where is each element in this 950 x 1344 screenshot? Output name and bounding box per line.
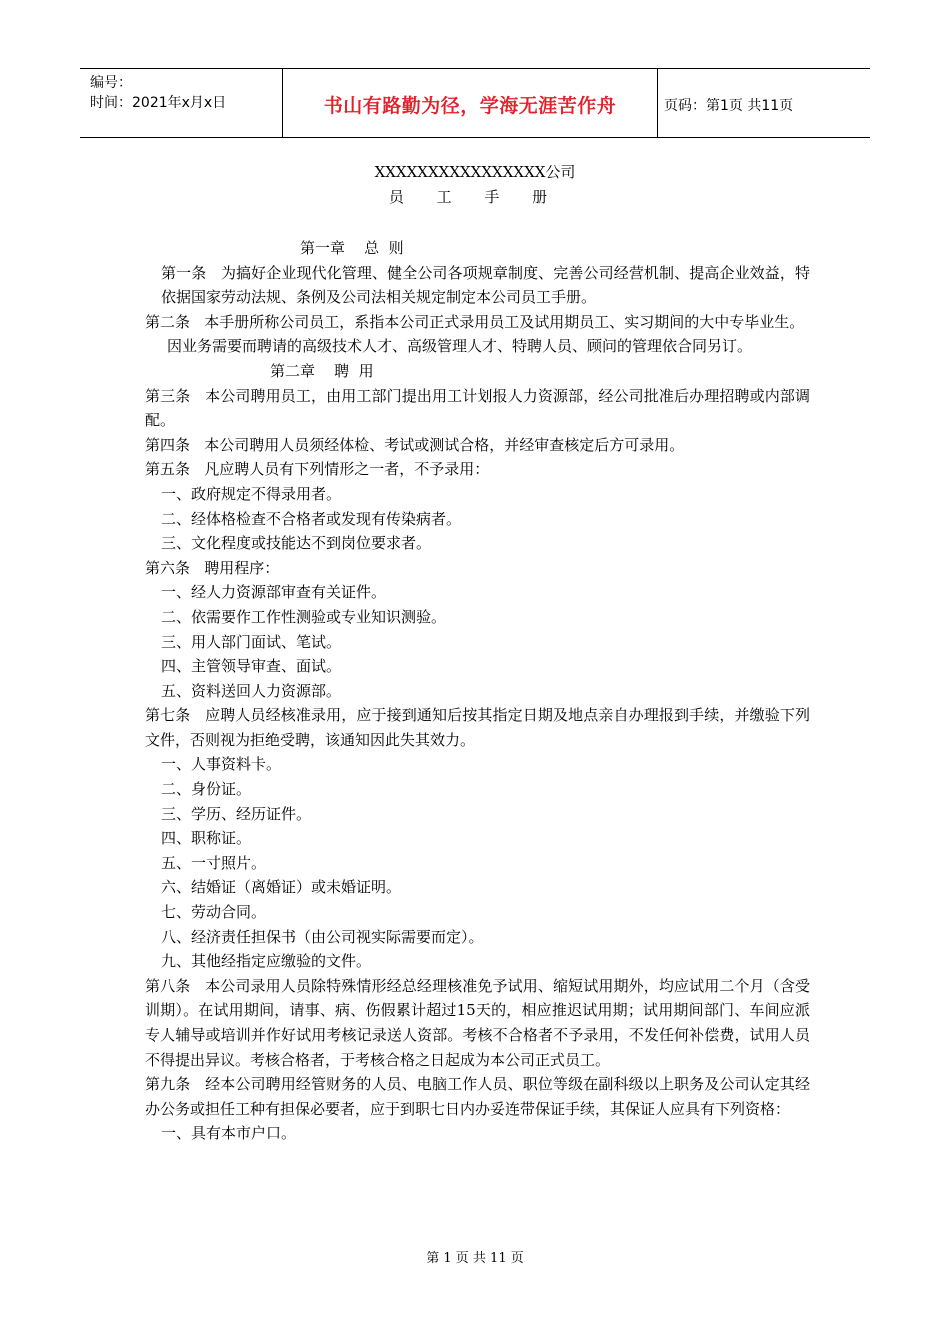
paragraph: 五、一寸照片。 — [161, 853, 267, 872]
number-label: 编号： — [90, 75, 132, 91]
paragraph: 一、人事资料卡。 — [161, 755, 282, 774]
paragraph: 八、经济责任担保书（由公司视实际需要而定）。 — [161, 927, 484, 946]
chapter-heading: 第二章 聘 用 — [270, 361, 374, 380]
paragraph: 第六条 聘用程序： — [145, 558, 280, 577]
company-name: XXXXXXXXXXXXXXXX公司 — [374, 163, 576, 181]
paragraph: 一、政府规定不得录用者。 — [161, 484, 342, 503]
paragraph: 三、学历、经历证件。 — [161, 804, 312, 823]
paragraph: 五、资料送回人力资源部。 — [161, 681, 342, 700]
paragraph: 第一条 为搞好企业现代化管理、健全公司各项规章制度、完善公司经营机制、提高企业效益，特依据国家劳动法规、条例及公司法相关规定制定本公司员工手册。 — [161, 263, 810, 307]
chapter-heading: 第一章 总 则 — [300, 239, 404, 257]
paragraph: 二、经体格检查不合格者或发现有传染病者。 — [161, 509, 462, 528]
paragraph: 三、文化程度或技能达不到岗位要求者。 — [161, 534, 432, 553]
document-body — [145, 236, 810, 1146]
paragraph: 四、主管领导审查、面试。 — [161, 657, 342, 676]
paragraph: 第三条 本公司聘用员工，由用工部门提出用工计划报人力资源部，经公司批准后办理招聘或内部调配。 — [145, 386, 810, 430]
paragraph: 第五条 凡应聘人员有下列情形之一者，不予录用： — [145, 460, 490, 479]
document-title: 员 工 手 册 — [388, 188, 562, 206]
paragraph: 第七条 应聘人员经核准录用，应于接到通知后按其指定日期及地点亲自办理报到手续，并缴验下列文件，否则视为拒绝受聘，该通知因此失其效力。 — [145, 706, 810, 749]
header-page-info: 页码：第1页 共11页 — [664, 98, 794, 114]
paragraph: 一、经人力资源部审查有关证件。 — [161, 583, 387, 602]
paragraph: 六、结婚证（离婚证）或未婚证明。 — [161, 878, 402, 897]
paragraph: 三、用人部门面试、笔试。 — [161, 632, 342, 651]
page-header — [80, 68, 870, 138]
header-meta — [90, 73, 226, 113]
header-divider — [657, 69, 658, 137]
paragraph: 二、依需要作工作性测验或专业知识测验。 — [161, 607, 447, 626]
header-motto: 书山有路勤为径，学海无涯苦作舟 — [323, 95, 617, 117]
paragraph: 第四条 本公司聘用人员须经体检、考试或测试合格，并经审查核定后方可录用。 — [145, 435, 685, 454]
paragraph: 第八条 本公司录用人员除特殊情形经总经理核准免予试用、缩短试用期外，均应试用二个月（含受训期）。在试用期间，请事、病、伤假累计超过15天的，相应推迟试用期；试用期间部门、车间应派专人辅导或培训并作好试用考核记录送人资部。考核不合格者不予录用，不发任何补偿费，试用人员不得提出异议。考核合格者，于考核合格之日起成为本公司正式员工。 — [145, 976, 810, 1069]
paragraph: 因业务需要而聘请的高级技术人才、高级管理人才、特聘人员、顾问的管理依合同另订。 — [167, 337, 753, 356]
paragraph: 一、具有本市户口。 — [161, 1124, 297, 1143]
paragraph: 七、劳动合同。 — [161, 903, 267, 922]
paragraph: 九、其他经指定应缴验的文件。 — [161, 952, 372, 971]
paragraph: 第二条 本手册所称公司员工，系指本公司正式录用员工及试用期员工、实习期间的大中专毕业生。 — [145, 312, 805, 331]
paragraph: 四、职称证。 — [161, 829, 252, 848]
paragraph: 二、身份证。 — [161, 780, 252, 799]
page-footer: 第 1 页 共 11 页 — [426, 1251, 524, 1266]
date-label: 时间：2021年x月x日 — [90, 95, 227, 111]
paragraph: 第九条 经本公司聘用经管财务的人员、电脑工作人员、职位等级在副科级以上职务及公司认定其经办公务或担任工种有担保必要者，应于到职七日内办妥连带保证手续，其保证人应具有下列资格： — [145, 1075, 810, 1118]
